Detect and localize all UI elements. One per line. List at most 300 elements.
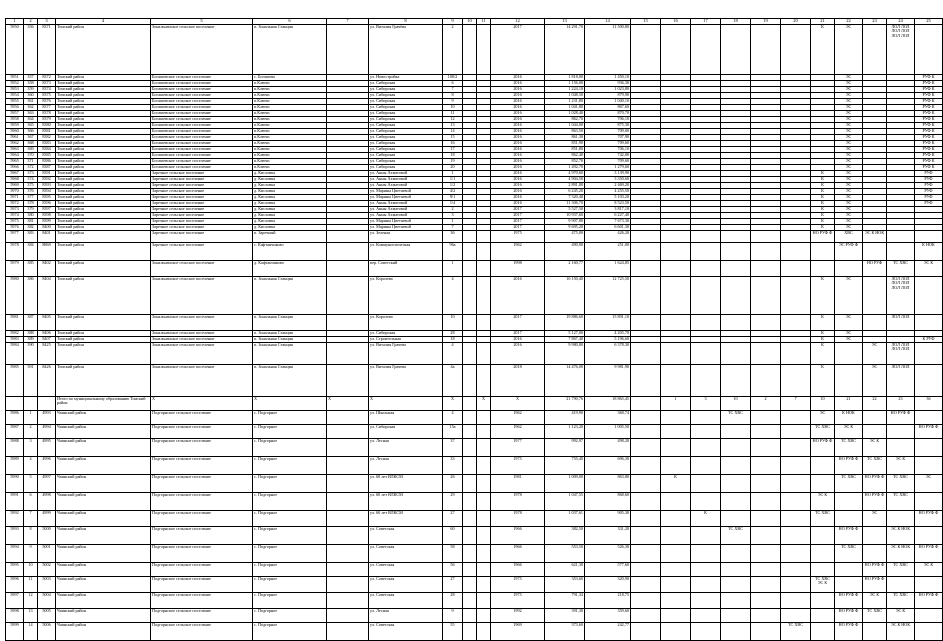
table-cell (751, 439, 781, 457)
table-cell: д. Кисловка (253, 177, 327, 183)
table-cell (751, 365, 781, 397)
table-cell: НО РУФ Ф (835, 527, 863, 545)
table-cell (811, 609, 835, 623)
table-cell: Заречное сельское поселение (151, 213, 253, 219)
table-cell: Томский район (56, 207, 151, 213)
table-cell: 14 (443, 129, 463, 135)
table-cell: 8386 (38, 159, 56, 165)
table-cell (751, 623, 781, 641)
table-cell: ТС ХВС (863, 457, 887, 475)
table-cell: 5954 (6, 93, 24, 99)
table-cell: РУФ К (915, 99, 943, 105)
table-cell (477, 25, 491, 75)
table-cell: д. Кисловка (253, 213, 327, 219)
table-cell: НО РУФ Ф (887, 411, 915, 425)
column-header: 15 (631, 19, 661, 25)
table-cell: Томский район (56, 177, 151, 183)
table-cell: 390 (24, 343, 38, 365)
column-header: 5 (151, 19, 253, 25)
table-cell: 11 306,70 (545, 201, 585, 207)
table-cell: ЭС (835, 277, 863, 315)
table-cell: 6 227,40 (585, 213, 631, 219)
table-cell: ЭС (835, 105, 863, 111)
table-cell (463, 457, 477, 475)
table-cell: 10 937,60 (545, 213, 585, 219)
table-cell: 3 (691, 397, 721, 411)
table-cell (863, 277, 887, 315)
table-cell: Зональненское сельское поселение (151, 343, 253, 365)
table-cell: 2016 (491, 75, 545, 81)
table-cell: ЭС (835, 225, 863, 231)
table-cell: 1975 (491, 593, 545, 609)
table-cell (781, 343, 811, 365)
table-cell: ЭС (915, 475, 943, 493)
table-cell: 861,30 (545, 135, 585, 141)
table-cell (721, 425, 751, 439)
table-cell: НО РУФ Ф (915, 593, 943, 609)
table-cell: 862,70 (545, 117, 585, 123)
table-cell: 2 (751, 397, 781, 411)
table-row (6, 439, 943, 457)
table-cell: Томский район (56, 129, 151, 135)
table-cell: 4 (24, 457, 38, 475)
table-cell (781, 545, 811, 563)
table-cell: 4 (443, 343, 463, 365)
table-cell: ЭС (835, 183, 863, 189)
table-cell: 8383 (38, 141, 56, 147)
table-cell: п. Зональная Станция (253, 337, 327, 343)
table-cell: 5981 (6, 315, 24, 331)
table-cell (751, 25, 781, 75)
table-cell: 5982 (6, 331, 24, 337)
table-cell: НО РУФ Ф (811, 439, 835, 457)
table-cell: ЭС (835, 315, 863, 331)
table-cell (721, 25, 751, 75)
table-cell (463, 493, 477, 511)
column-header: 14 (585, 19, 631, 25)
table-cell (691, 277, 721, 315)
table-cell: Подгорнское сельское поселение (151, 493, 253, 511)
housing-register-table (5, 18, 943, 641)
table-cell: К (811, 277, 835, 315)
table-cell: ул. Анны Ахматовой (369, 177, 443, 183)
table-cell: Томский район (56, 75, 151, 81)
table-cell: 1 279,60 (585, 165, 631, 171)
table-cell: 17 (443, 147, 463, 153)
table-cell: п.Ключи (253, 93, 327, 99)
table-cell: ЛОЛ ЛОЛ (887, 315, 915, 331)
table-cell: Заречное сельское поселение (151, 243, 253, 261)
table-row (6, 563, 943, 577)
table-cell: 331,20 (585, 527, 631, 545)
table-cell: Богашевское сельское поселение (151, 81, 253, 87)
table-cell: Чаинский район (56, 457, 151, 475)
table-cell: д. Кисловка (253, 171, 327, 177)
table-cell (751, 411, 781, 425)
table-cell (631, 577, 661, 593)
table-cell: ЭС (863, 343, 887, 365)
table-cell (781, 577, 811, 593)
table-cell: п.Ключи (253, 99, 327, 105)
table-cell: 18 865,45 (585, 397, 631, 411)
table-row (6, 475, 943, 493)
table-cell: РУФ К (915, 87, 943, 93)
table-cell: ТС ХВС (887, 475, 915, 493)
table-cell: Богашевское сельское поселение (151, 99, 253, 105)
table-cell: 2016 (491, 141, 545, 147)
table-cell (327, 25, 369, 75)
table-cell: 1 040,10 (585, 99, 631, 105)
table-cell: НО РУФ (863, 261, 887, 277)
table-cell: 4 205,70 (585, 331, 631, 337)
table-cell: 5965 (6, 159, 24, 165)
table-cell: Томский район (56, 153, 151, 159)
table-cell: 364 (24, 117, 38, 123)
table-cell (327, 277, 369, 315)
table-cell (463, 593, 477, 609)
table-cell: 2018 (491, 365, 545, 397)
table-cell: НО РУФ Ф (915, 545, 943, 563)
table-cell: п.Ключи (253, 87, 327, 93)
table-cell: 863,80 (585, 475, 631, 493)
table-cell (863, 527, 887, 545)
column-header: 25 (915, 19, 943, 25)
table-cell: 5968 (6, 177, 24, 183)
table-cell: ул. Сибирская (369, 105, 443, 111)
table-cell: ЭС (835, 153, 863, 159)
table-cell: Подгорнское сельское поселение (151, 439, 253, 457)
table-cell (327, 593, 369, 609)
table-cell: Чаинский район (56, 609, 151, 623)
table-cell: 4/2 (443, 189, 463, 195)
table-cell: 5986 (6, 411, 24, 425)
table-cell (631, 231, 661, 243)
table-cell: Томский район (56, 331, 151, 337)
table-cell: 5990 (6, 475, 24, 493)
table-cell (631, 457, 661, 475)
table-cell: 5 (24, 475, 38, 493)
table-row (6, 343, 943, 365)
table-cell: 382 (24, 225, 38, 231)
table-cell: 5005 (38, 609, 56, 623)
table-cell: 696,30 (585, 457, 631, 475)
table-cell: 8400 (38, 225, 56, 231)
table-cell (721, 315, 751, 331)
table-cell: ул. Сибирская (369, 99, 443, 105)
table-cell: 356 (24, 25, 38, 75)
table-cell: Чаинский район (56, 425, 151, 439)
table-cell: д. Кисловка (253, 201, 327, 207)
table-cell: Томский район (56, 165, 151, 171)
table-cell: ул. Анны Ахматовой (369, 201, 443, 207)
table-cell: 5966 (6, 165, 24, 171)
table-cell: 374 (24, 177, 38, 183)
table-cell: 11 500,80 (585, 25, 631, 75)
table-cell: 8405 (38, 315, 56, 331)
table-cell: 320,90 (585, 577, 631, 593)
table-cell (721, 563, 751, 577)
table-cell: 709,00 (585, 129, 631, 135)
table-cell: п. Зональная Станция (253, 331, 327, 337)
table-cell: К (811, 315, 835, 331)
table-cell: п.Ключи (253, 141, 327, 147)
table-cell: ул. Сибирская (369, 425, 443, 439)
table-cell: 8375 (38, 93, 56, 99)
table-cell: ул. Коммунистическая (369, 243, 443, 261)
table-cell (631, 411, 661, 425)
table-cell: 5997 (6, 593, 24, 609)
column-header: 4 (56, 19, 151, 25)
table-cell: 4 (443, 411, 463, 425)
table-cell: 15 (443, 135, 463, 141)
table-cell: 8372 (38, 75, 56, 81)
table-cell: Томский район (56, 111, 151, 117)
table-cell: 2017 (491, 225, 545, 231)
table-row (6, 261, 943, 277)
table-cell (915, 315, 943, 331)
table-cell: Заречное сельское поселение (151, 225, 253, 231)
table-cell: К (811, 207, 835, 213)
table-cell: Богашевское сельское поселение (151, 93, 253, 99)
table-cell: 5951 (6, 75, 24, 81)
table-cell (661, 277, 691, 315)
column-header: 18 (721, 19, 751, 25)
table-cell: 382,50 (545, 527, 585, 545)
table-cell: ЭС (835, 25, 863, 75)
table-cell: 5970 (6, 189, 24, 195)
table-cell: 360 (24, 93, 38, 99)
table-cell: 1 123,20 (545, 425, 585, 439)
table-cell: 11 (443, 111, 463, 117)
table-cell: 1978 (491, 511, 545, 527)
table-cell (463, 563, 477, 577)
table-cell (811, 545, 835, 563)
table-cell: ул. Королева (369, 277, 443, 315)
table-cell: ЭС (835, 111, 863, 117)
table-cell (691, 439, 721, 457)
table-cell: 5983 (6, 337, 24, 343)
table-cell (863, 425, 887, 439)
table-cell: Томский район (56, 141, 151, 147)
table-cell (915, 527, 943, 545)
table-cell: 2016 (491, 183, 545, 189)
table-cell: 391,30 (545, 609, 585, 623)
table-cell: 377 (24, 195, 38, 201)
table-cell (811, 563, 835, 577)
table-cell: ЭС (811, 411, 835, 425)
table-cell (751, 231, 781, 243)
table-cell (781, 439, 811, 457)
table-cell (477, 475, 491, 493)
table-cell: ул. 60 лет ВЛКСМ (369, 511, 443, 527)
table-cell: Томский район (56, 195, 151, 201)
table-cell: 365 (24, 123, 38, 129)
table-cell: 373 (24, 171, 38, 177)
table-cell: X (491, 397, 545, 411)
table-cell: 8382 (38, 135, 56, 141)
table-cell (477, 365, 491, 397)
table-cell (863, 25, 887, 75)
table-cell: К (811, 343, 835, 365)
table-cell: 862,40 (545, 153, 585, 159)
table-cell: 12 (24, 593, 38, 609)
table-cell: 28 (443, 593, 463, 609)
table-cell: 1966 (491, 527, 545, 545)
table-cell: 4998 (38, 493, 56, 511)
table-cell (811, 527, 835, 545)
table-cell: ЭС (835, 117, 863, 123)
table-cell: Томский район (56, 183, 151, 189)
table-cell: 13 (24, 609, 38, 623)
table-cell: Зональненское сельское поселение (151, 315, 253, 331)
table-cell: ЭС (835, 75, 863, 81)
table-cell: д. Кафтанчиково (253, 261, 327, 277)
table-cell: 4 970,60 (545, 171, 585, 177)
table-cell: п.Ключи (253, 147, 327, 153)
table-cell: РУФ К (915, 81, 943, 87)
table-cell: ул. Советская (369, 527, 443, 545)
table-cell: п.Ключи (253, 111, 327, 117)
table-row (6, 411, 943, 425)
table-cell: 8 (443, 93, 463, 99)
table-cell: 5987 (6, 425, 24, 439)
table-cell: 2016 (491, 135, 545, 141)
table-cell: Богашевское сельское поселение (151, 105, 253, 111)
table-cell: X (369, 397, 443, 411)
table-cell: РУФ К (915, 93, 943, 99)
table-cell: ТС ХВС (887, 261, 915, 277)
table-cell: 8396 (38, 201, 56, 207)
table-cell: ул. Анны Ахматовой (369, 207, 443, 213)
table-cell: ЭС РУФ Ф (835, 243, 863, 261)
table-cell (811, 623, 835, 641)
table-cell: 9 981,90 (585, 365, 631, 397)
table-cell: Томский район (56, 343, 151, 365)
table-cell: К (811, 183, 835, 189)
table-cell (781, 25, 811, 75)
table-cell: ул. Лесная (369, 609, 443, 623)
table-cell: 498,20 (585, 439, 631, 457)
table-cell: Томский район (56, 277, 151, 315)
table-cell (661, 577, 691, 593)
table-cell: Чаинский район (56, 577, 151, 593)
table-cell (691, 545, 721, 563)
table-cell: НО РУФ Ф (835, 609, 863, 623)
table-cell (477, 609, 491, 623)
table-cell: ул. Сибирская (369, 141, 443, 147)
table-cell: 22 (863, 397, 887, 411)
table-cell: 1975 (491, 577, 545, 593)
column-header: 12 (491, 19, 545, 25)
table-cell: 6 601,30 (585, 225, 631, 231)
table-cell: 8404 (38, 277, 56, 315)
table-row (6, 609, 943, 623)
table-cell: ЭС (835, 189, 863, 195)
table-cell (463, 511, 477, 527)
table-cell: 1 047,55 (545, 493, 585, 511)
table-cell: Подгорнское сельское поселение (151, 609, 253, 623)
table-cell: 8407 (38, 337, 56, 343)
table-cell: с. Подгорное (253, 475, 327, 493)
table-cell (327, 623, 369, 641)
table-cell: 755,40 (545, 457, 585, 475)
table-cell: 6 (443, 81, 463, 87)
table-row (6, 397, 943, 411)
table-cell: 1992 (491, 609, 545, 623)
table-cell: ЭС К НОК (887, 623, 915, 641)
table-cell: 3 (443, 213, 463, 219)
table-cell (327, 231, 369, 243)
table-cell (721, 343, 751, 365)
table-cell: ул. Сибирская (369, 87, 443, 93)
table-cell: 9 907,80 (545, 219, 585, 225)
table-cell: 2 (443, 207, 463, 213)
table-cell (721, 475, 751, 493)
table-cell (463, 315, 477, 331)
table-cell: Томский район (56, 135, 151, 141)
table-cell: 10 (811, 397, 835, 411)
table-cell: ул. Сибирская (369, 147, 443, 153)
table-cell: 490,00 (545, 243, 585, 261)
table-cell (887, 577, 915, 593)
table-cell (477, 511, 491, 527)
table-cell (887, 439, 915, 457)
table-cell: п.Ключи (253, 81, 327, 87)
table-cell: Томский район (56, 243, 151, 261)
table-cell: 9 (24, 545, 38, 563)
table-cell: 8 (24, 527, 38, 545)
table-cell: 1 450,10 (585, 75, 631, 81)
table-cell (691, 411, 721, 425)
table-cell: 5006 (38, 623, 56, 641)
table-cell (327, 439, 369, 457)
table-cell (477, 277, 491, 315)
table-cell: 5972 (6, 201, 24, 207)
table-cell: НО РУФ Ф (835, 623, 863, 641)
table-cell: 1977 (491, 439, 545, 457)
table-cell: ул. 60 лет ВЛКСМ (369, 475, 443, 493)
table-cell (835, 343, 863, 365)
table-cell: 370 (24, 153, 38, 159)
table-cell: 5 196,60 (585, 337, 631, 343)
table-cell (327, 365, 369, 397)
table-cell: ЭС К НОК (887, 527, 915, 545)
table-cell: 1975 (491, 457, 545, 475)
table-cell (721, 545, 751, 563)
table-row (6, 623, 943, 641)
table-cell: X (443, 397, 463, 411)
table-cell (721, 493, 751, 511)
table-cell: Чаинский район (56, 563, 151, 577)
table-cell: 8378 (38, 111, 56, 117)
table-cell: ул. Сибирская (369, 153, 443, 159)
table-cell: 2016 (491, 277, 545, 315)
table-cell: 868,60 (585, 493, 631, 511)
table-cell: п.Ключи (253, 153, 327, 159)
table-cell: 2016 (491, 337, 545, 343)
table-cell (661, 411, 691, 425)
table-cell: 5984 (6, 343, 24, 365)
table-cell: 359 (24, 87, 38, 93)
table-cell: Зональненское сельское поселение (151, 261, 253, 277)
table-cell: Чаинский район (56, 475, 151, 493)
table-cell (661, 493, 691, 511)
table-cell: ТС ХВС (835, 545, 863, 563)
table-cell: Чаинский район (56, 545, 151, 563)
table-cell (781, 593, 811, 609)
table-cell (781, 493, 811, 511)
table-cell: 8394 (38, 189, 56, 195)
